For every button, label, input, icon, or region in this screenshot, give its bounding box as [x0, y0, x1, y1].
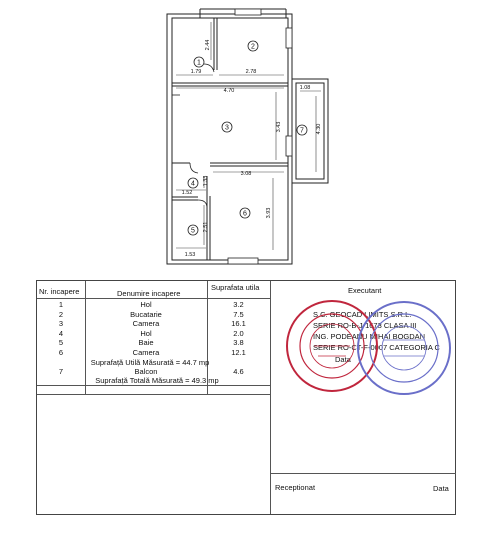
- room-5-number: 5: [191, 227, 195, 235]
- table-cell-name: Hol: [140, 300, 152, 309]
- dim-4-30: 4.30: [316, 123, 322, 135]
- sheet-divider: [270, 281, 271, 514]
- room-3-number: 3: [225, 124, 229, 132]
- dim-3-93: 3.93: [266, 207, 272, 219]
- dim-3-43: 3.43: [276, 121, 282, 133]
- header-useful-area: Suprafata utila: [211, 283, 260, 292]
- executant-date-label: Data: [335, 355, 351, 364]
- table-cell-name: Hol: [140, 328, 152, 338]
- table-cell-number: 3: [58, 319, 64, 329]
- dim-1-53: 1.53: [184, 252, 196, 258]
- grand-total: Suprafață Totală Măsurată = 49.3 mp: [95, 376, 219, 385]
- receptionat-date-label: Data: [433, 484, 449, 493]
- table-cell-area: 2.0: [233, 328, 244, 338]
- table-cell-name: Bucatarie: [130, 309, 162, 319]
- dim-2-44: 2.44: [205, 39, 211, 51]
- dim-2-78: 2.78: [245, 69, 257, 75]
- header-room-name: Denumire incapere: [117, 289, 181, 298]
- table-cell-area: 16.1: [231, 319, 246, 329]
- table-cell-number: 2: [58, 309, 64, 319]
- table-cell-number: 1: [58, 300, 64, 309]
- room-1-number: 1: [197, 59, 201, 67]
- balcony-number: 7: [58, 367, 64, 376]
- table-cell-area: 3.2: [233, 300, 244, 309]
- dim-1-33: 1.33: [203, 175, 209, 187]
- table-cell-name: Camera: [132, 348, 160, 357]
- room-7-number: 7: [300, 127, 304, 135]
- receptionat-label: Receptionat: [275, 483, 316, 492]
- executant-engineer: ING. PODEANU MIHAI BOGDAN: [313, 332, 426, 341]
- room-2-number: 2: [251, 43, 255, 51]
- info-sheet: [36, 280, 456, 515]
- header-room-number: Nr. incapere: [39, 287, 80, 296]
- room-4-number: 4: [191, 180, 195, 188]
- dim-3-08: 3.08: [240, 171, 252, 177]
- table-cell-area: 3.8: [233, 338, 244, 348]
- executant-title: Executant: [348, 286, 382, 295]
- table-cell-name: Baie: [138, 338, 154, 348]
- dim-1-79: 1.79: [190, 69, 202, 75]
- dim-2-51: 2.51: [203, 221, 209, 233]
- dim-4-70: 4.70: [223, 88, 235, 94]
- executant-company: S.C. GEOCAD LIMITS S.R.L.: [313, 310, 412, 319]
- executant-engineer-series: SERIE RO-CT-F-0007 CATEGORIA C: [313, 343, 440, 352]
- table-cell-area: 12.1: [231, 348, 246, 357]
- balcony-area: 4.6: [233, 367, 244, 376]
- table-cell-number: 6: [58, 348, 64, 357]
- room-6-number: 6: [243, 210, 247, 218]
- balcony-name: Balcon: [134, 367, 158, 376]
- table-cell-number: 4: [58, 328, 64, 338]
- windows: [228, 9, 292, 264]
- dim-1-52: 1.52: [181, 190, 193, 196]
- table-cell-number: 5: [58, 338, 64, 348]
- receptionat-divider: [270, 473, 456, 474]
- table-cell-area: 7.5: [233, 309, 244, 319]
- table-cell-name: Camera: [132, 319, 160, 329]
- useful-total: Suprafață Utilă Măsurată = 44.7 mp: [90, 358, 210, 367]
- dim-1-08: 1.08: [299, 85, 311, 91]
- executant-series: SERIE RO-B-J-1673 CLASA III: [313, 321, 417, 330]
